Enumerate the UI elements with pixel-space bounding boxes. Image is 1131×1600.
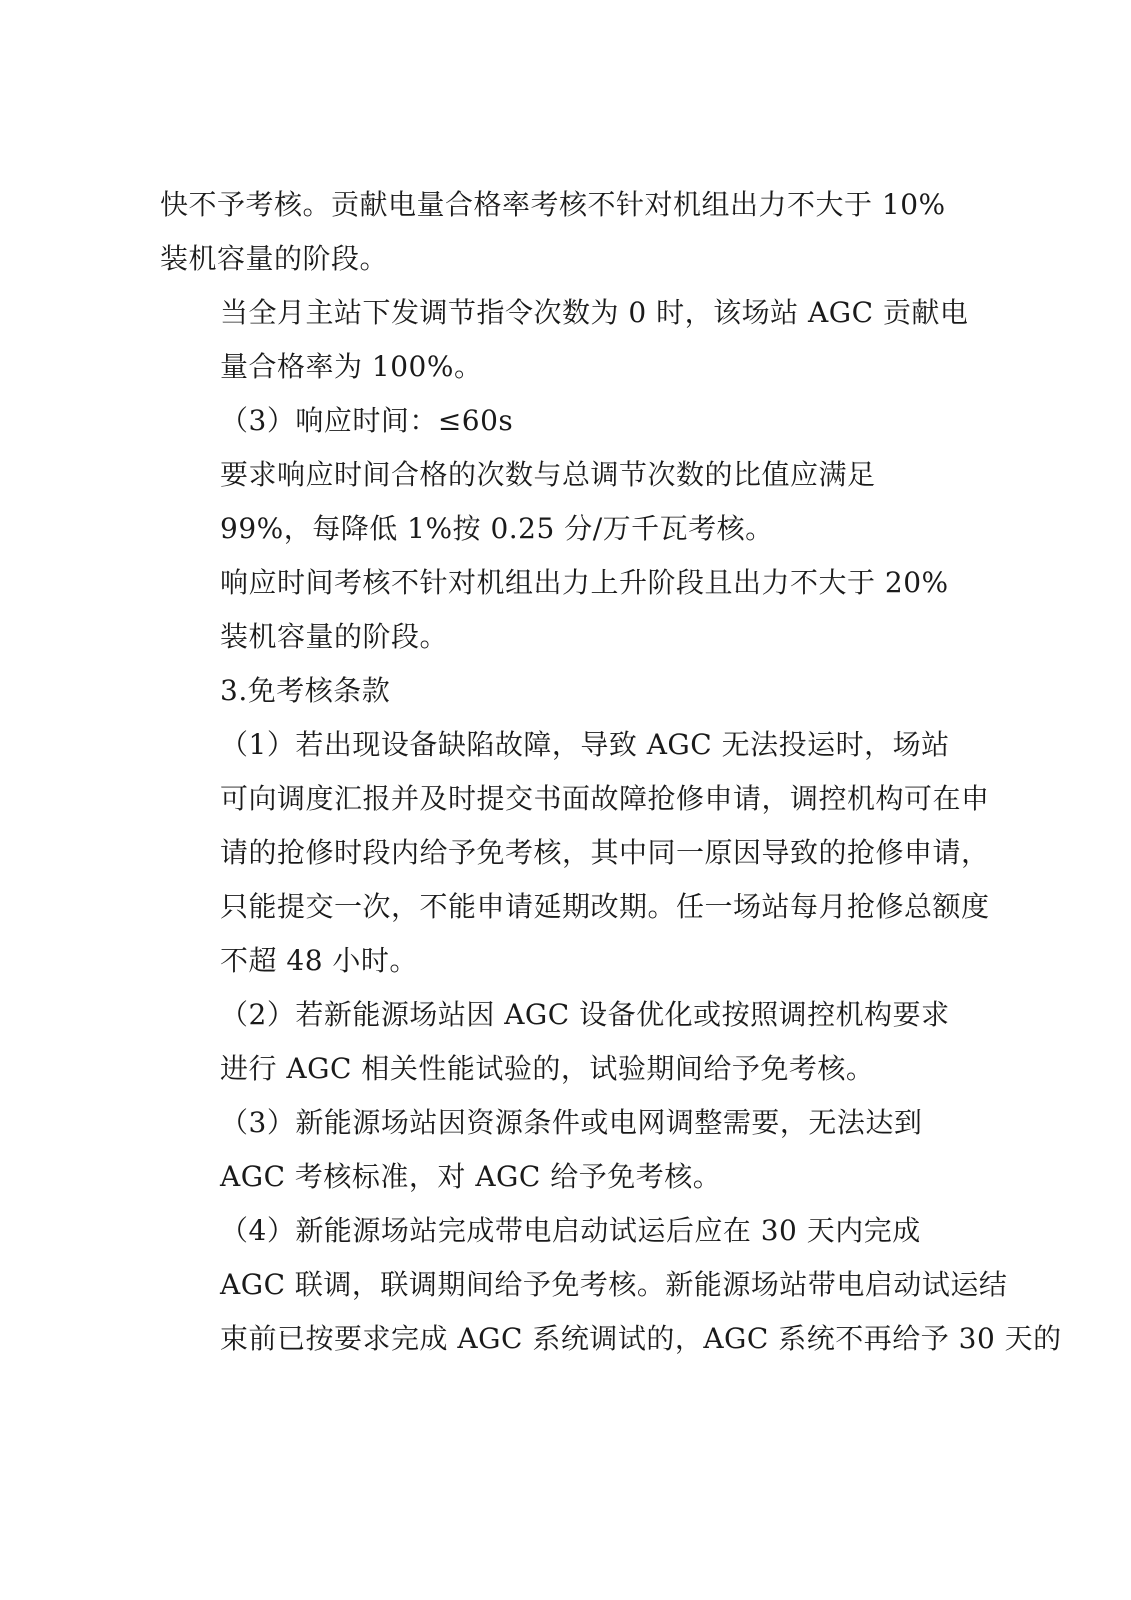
- text-line: 响应时间考核不针对机组出力上升阶段且出力不大于 20%: [220, 566, 949, 599]
- text-line: 请的抢修时段内给予免考核，其中同一原因导致的抢修申请，: [220, 836, 990, 869]
- text-line: 束前已按要求完成 AGC 系统调试的，AGC 系统不再给予 30 天的: [220, 1322, 1062, 1355]
- text-line: 要求响应时间合格的次数与总调节次数的比值应满足: [220, 458, 876, 491]
- text-line: 99%，每降低 1%按 0.25 分/万千瓦考核。: [220, 512, 774, 545]
- text-line: 当全月主站下发调节指令次数为 0 时，该场站 AGC 贡献电: [220, 296, 969, 329]
- text-line: （3）新能源场站因资源条件或电网调整需要，无法达到: [220, 1106, 923, 1139]
- paragraph: [160, 1096, 960, 1204]
- text-line: （3）响应时间：≤60s: [220, 404, 514, 437]
- text-line: 快不予考核。贡献电量合格率考核不针对机组出力不大于 10%: [160, 188, 946, 221]
- text-line: 进行 AGC 相关性能试验的，试验期间给予免考核。: [220, 1052, 875, 1085]
- paragraph: [160, 178, 960, 286]
- text-line: 可向调度汇报并及时提交书面故障抢修申请，调控机构可在申: [220, 782, 990, 815]
- text-line: AGC 联调，联调期间给予免考核。新能源场站带电启动试运结: [220, 1268, 1008, 1301]
- text-line: 不超 48 小时。: [220, 944, 418, 977]
- paragraph: [160, 394, 960, 448]
- text-line: 装机容量的阶段。: [160, 242, 389, 275]
- text-line: （2）若新能源场站因 AGC 设备优化或按照调控机构要求: [220, 998, 950, 1031]
- paragraph: [160, 286, 969, 394]
- document-page: [160, 178, 1062, 1366]
- paragraph: [160, 718, 990, 988]
- paragraph: [160, 1204, 1062, 1366]
- paragraph: [160, 988, 960, 1096]
- paragraph: [160, 556, 960, 664]
- text-line: （1）若出现设备缺陷故障，导致 AGC 无法投运时，场站: [220, 728, 950, 761]
- text-line: AGC 考核标准，对 AGC 给予免考核。: [220, 1160, 722, 1193]
- paragraph: [160, 448, 960, 556]
- text-line: 量合格率为 100%。: [220, 350, 483, 383]
- text-line: 只能提交一次，不能申请延期改期。任一场站每月抢修总额度: [220, 890, 990, 923]
- text-line: （4）新能源场站完成带电启动试运后应在 30 天内完成: [220, 1214, 921, 1247]
- text-line: 3.免考核条款: [220, 674, 391, 707]
- paragraph: [160, 664, 960, 718]
- text-line: 装机容量的阶段。: [220, 620, 449, 653]
